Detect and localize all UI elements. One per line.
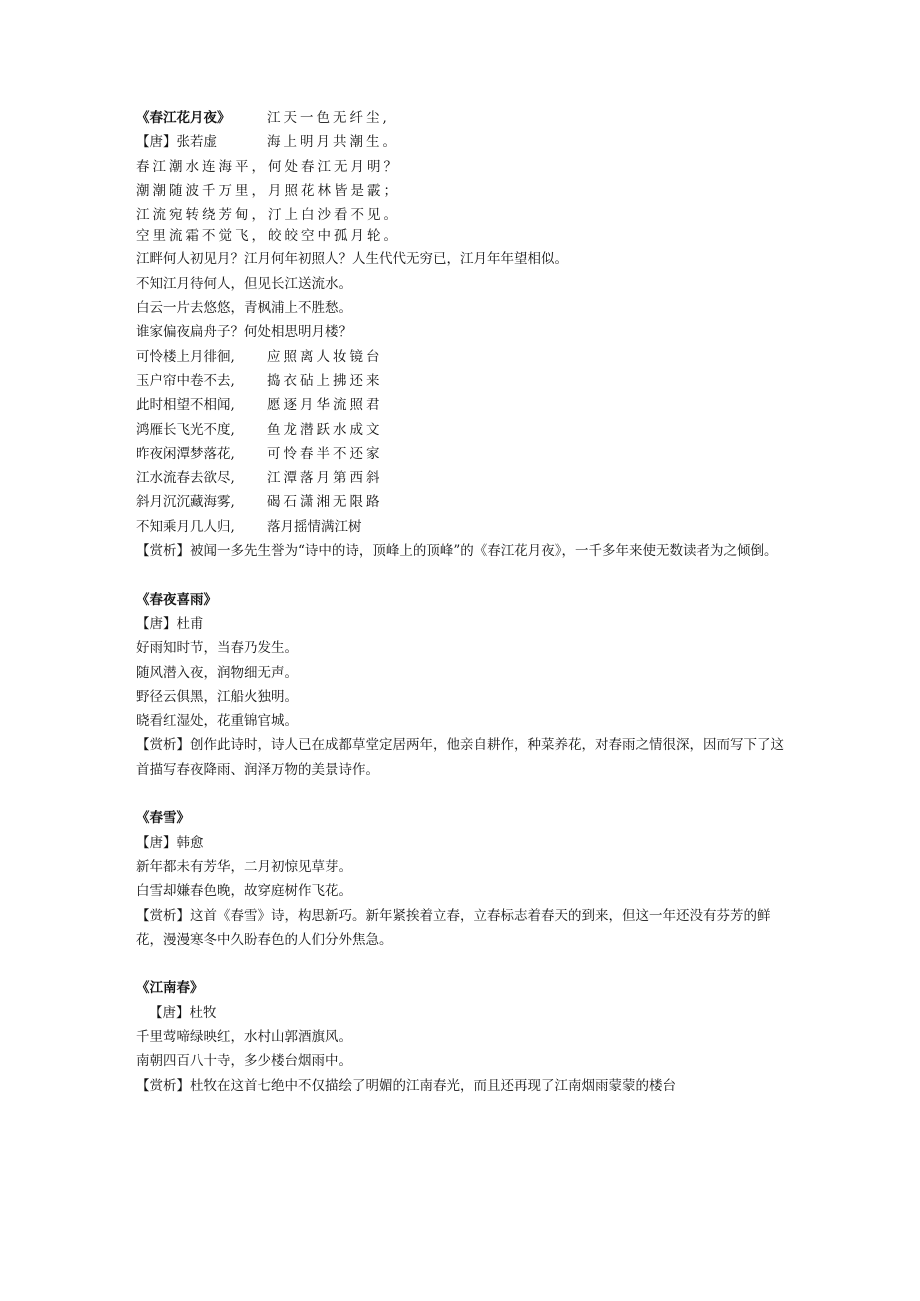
- poem-pair-row: [136, 418, 786, 442]
- poem-line: 鸿雁长飞光不度,: [136, 421, 235, 438]
- poem-line: 海上明月共潮生。: [267, 134, 399, 151]
- poem-line: 白雪却嫌春色晚，故穿庭树作飞花。: [136, 883, 352, 900]
- poem-line: 晓看红湿处，花重锦官城。: [136, 713, 298, 730]
- poem-line: 空里流霜不觉飞，皎皎空中孤月轮。: [136, 228, 400, 245]
- poem-pair-row: [136, 515, 786, 539]
- poem-line: 玉户帘中卷不去,: [136, 372, 235, 389]
- poem-title: 《春夜喜雨》: [136, 591, 217, 608]
- poem-line: 捣衣砧上拂还来: [267, 372, 383, 389]
- poem-title: 《春雪》: [136, 810, 190, 827]
- poem-line: 愿逐月华流照君: [267, 397, 383, 414]
- poem-jiangnanchun: [136, 976, 786, 1097]
- section-spacer: [136, 952, 786, 976]
- poem-line: 碣石潇湘无限路: [267, 494, 383, 511]
- poem-line: 江天一色无纤尘,: [267, 110, 390, 126]
- poem-chunxue: [136, 806, 786, 952]
- poem-title-row: [136, 106, 786, 130]
- poem-line: 落月摇情满江树: [267, 518, 362, 535]
- poem-author: 【唐】杜甫: [136, 615, 204, 632]
- poem-line: 江水流春去欲尽,: [136, 470, 235, 487]
- poem-line: 鱼龙潜跃水成文: [267, 421, 383, 438]
- poem-appreciation: 【赏析】被闻一多先生誉为“诗中的诗，顶峰上的顶峰”的《春江花月夜》，一千多年来使无数读者为之倾倒。: [136, 543, 778, 560]
- section-spacer: [136, 782, 786, 806]
- poem-pair-row: [136, 490, 786, 514]
- poem-line: 此时相望不相闻,: [136, 397, 235, 414]
- poem-line: 江潭落月第西斜: [267, 470, 383, 487]
- poem-appreciation: 【赏析】这首《春雪》诗，构思新巧。新年紧挨着立春，立春标志着春天的到来，但这一年还没有芬芳的鲜花，漫漫寒冬中久盼春色的人们分外焦急。: [136, 907, 771, 948]
- poem-pair-row: [136, 369, 786, 393]
- poem-line: 江流宛转绕芳甸，汀上白沙看不见。: [136, 207, 400, 224]
- poem-author-row: [136, 130, 786, 154]
- poem-line: 应照离人妆镜台: [267, 348, 383, 365]
- poem-chunjianghuayueye: [136, 106, 786, 563]
- poem-line: 可怜春半不还家: [267, 445, 383, 462]
- poem-appreciation: 【赏析】创作此诗时，诗人已在成都草堂定居两年，他亲自耕作，种菜养花，对春雨之情很深，因而写下了这首描写春夜降雨、润泽万物的美景诗作。: [136, 737, 784, 778]
- poem-pair-row: [136, 442, 786, 466]
- poem-title: 《春江花月夜》: [136, 110, 231, 126]
- poem-line: 昨夜闲潭梦落花,: [136, 445, 235, 462]
- poem-line: 斜月沉沉藏海雾,: [136, 494, 235, 511]
- poem-line: 野径云俱黑，江船火独明。: [136, 688, 298, 705]
- poem-line: 江畔何人初见月？江月何年初照人？人生代代无穷已，江月年年望相似。: [136, 251, 568, 268]
- poem-author: 【唐】韩愈: [136, 834, 204, 851]
- document-page: [136, 106, 786, 1098]
- poem-line: 不知乘月几人归,: [136, 518, 235, 535]
- poem-pair-row: [136, 345, 786, 369]
- poem-author: 【唐】张若虚: [136, 134, 217, 151]
- poem-line: 好雨知时节，当春乃发生。: [136, 640, 298, 657]
- poem-line: 不知江月待何人，但见长江送流水。: [136, 275, 352, 292]
- poem-author: 【唐】杜牧: [149, 1004, 217, 1021]
- poem-line: 新年都未有芳华，二月初惊见草芽。: [136, 858, 352, 875]
- poem-pair-row: [136, 393, 786, 417]
- poem-line: 春江潮水连海平，何处春江无月明？: [136, 158, 400, 175]
- poem-line: 谁家偏夜扁舟子？何处相思明月楼？: [136, 324, 352, 341]
- poem-line: 千里莺啼绿映红，水村山郭酒旗风。: [136, 1028, 352, 1045]
- section-spacer: [136, 563, 786, 587]
- poem-line: 可怜楼上月徘徊,: [136, 348, 235, 365]
- poem-line: 随风潜入夜，润物细无声。: [136, 664, 298, 681]
- poem-title: 《江南春》: [136, 980, 204, 997]
- poem-pair-row: [136, 466, 786, 490]
- poem-line: 南朝四百八十寺，多少楼台烟雨中。: [136, 1053, 352, 1070]
- poem-line: 潮潮随波千万里，月照花林皆是霰；: [136, 182, 400, 199]
- poem-chunyexiyu: [136, 588, 786, 782]
- poem-appreciation: 【赏析】杜牧在这首七绝中不仅描绘了明媚的江南春光，而且还再现了江南烟雨蒙蒙的楼台: [136, 1077, 676, 1094]
- poem-line: 白云一片去悠悠，青枫浦上不胜愁。: [136, 300, 352, 317]
